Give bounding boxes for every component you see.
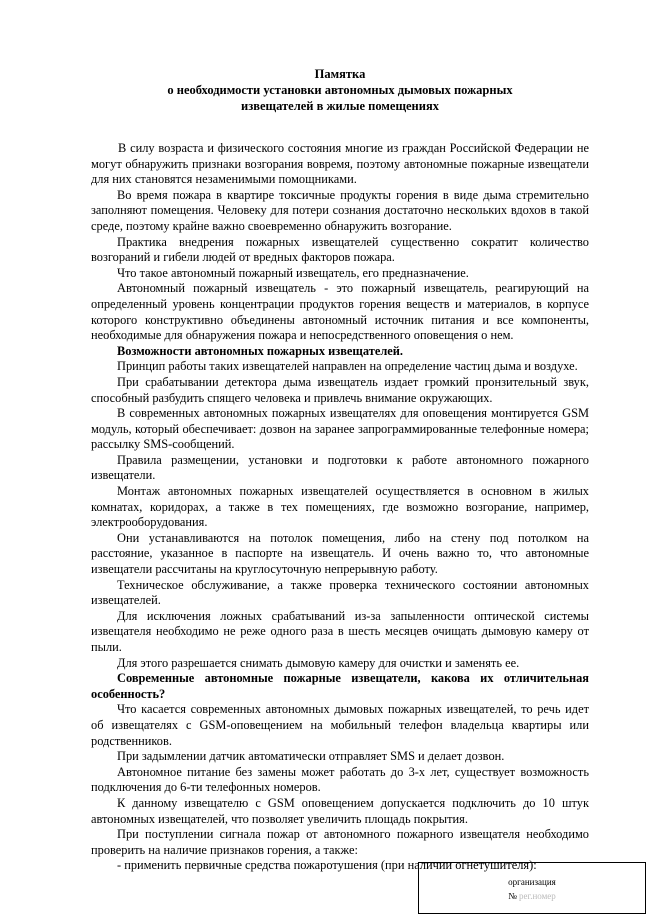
- body-paragraph: При поступлении сигнала пожар от автономного пожарного извещателя необходимо проверить на наличие признаков горения, а также:: [91, 827, 589, 857]
- registration-number-placeholder: рег.номер: [519, 891, 556, 901]
- stamp-organization-label: организация: [508, 877, 556, 887]
- body-paragraph: Они устанавливаются на потолок помещения, либо на стену под потолком на расстояние, указанное в паспорте на извещатель. И очень важно то, что автономные извещатели рассчитаны на круглосуточную непрерывную работу.: [91, 530, 589, 577]
- body-paragraph: Для исключения ложных срабатываний из-за запыленности оптической системы извещателя необходимо не реже одного раза в шесть месяцев очищать дымовую камеру от пыли.: [91, 608, 589, 654]
- section-heading: Современные автономные пожарные извещатели, какова их отличительная особенность?: [91, 671, 589, 701]
- body-paragraph: Принцип работы таких извещателей направлен на определение частиц дыма и воздухе.: [117, 359, 578, 374]
- body-paragraph: В современных автономных пожарных извещателях для оповещения монтируется GSM модуль, который обеспечивает: дозвон на заранее запрограммированные телефонные номера; рассылку SMS-сообщений.: [91, 406, 589, 452]
- body-paragraph: В силу возраста и физического состояния многие из граждан Российской Федерации не могут обнаружить признаки возгорания вовремя, поэтому автономные пожарные извещатели для них становятся незаменимыми помощниками.: [91, 141, 589, 187]
- body-paragraph: Что касается современных автономных дымовых пожарных извещателей, то речь идет об извещателях с GSM-оповещением на мобильный телефон владельца квартиры или родственников.: [91, 702, 589, 748]
- body-paragraph: Автономный пожарный извещатель - это пожарный извещатель, реагирующий на определенный уровень концентрации продуктов горения веществ и материалов, в корпусе которого конструктивно объединены автономный источник питания и все компоненты, необходимые для обнаружения пожара и непосредственного оповещения о нем.: [91, 281, 589, 343]
- body-paragraph: Во время пожара в квартире токсичные продукты горения в виде дыма стремительно заполняют помещения. Человеку для потери сознания достаточно нескольких вдохов в такой среде, поэтому крайне важно своевременно обнаружить возгорание.: [91, 187, 589, 233]
- title-line: о необходимости установки автономных дымовых пожарных: [167, 83, 513, 97]
- body-paragraph: - применить первичные средства пожаротушения (при наличии огнетушителя):: [117, 858, 537, 873]
- section-heading: Возможности автономных пожарных извещателей.: [117, 343, 404, 358]
- body-paragraph: Что такое автономный пожарный извещатель, его предназначение.: [117, 265, 469, 280]
- body-paragraph: Правила размещении, установки и подготовки к работе автономного пожарного извещатели.: [91, 452, 589, 483]
- body-paragraph: К данному извещателю с GSM оповещением допускается подключить до 10 штук автономных извещателей, что позволяет увеличить площадь покрытия.: [91, 795, 589, 826]
- body-paragraph: Техническое обслуживание, а также проверка технического состоянии автономных извещателей.: [91, 577, 589, 608]
- registration-stamp: [418, 862, 646, 914]
- title-line: извещателей в жилые помещениях: [241, 99, 439, 113]
- number-sign: №: [508, 891, 517, 901]
- body-paragraph: Для этого разрешается снимать дымовую камеру для очистки и заменять ее.: [117, 655, 520, 670]
- body-paragraph: Практика внедрения пожарных извещателей существенно сократит количество возгораний и гибели людей от вредных факторов пожара.: [91, 234, 589, 265]
- body-paragraph: Автономное питание без замены может работать до 3-х лет, существует возможность подключения до 6-ти телефонных номеров.: [91, 764, 589, 795]
- title-line: Памятка: [314, 67, 366, 81]
- body-paragraph: Монтаж автономных пожарных извещателей осуществляется в основном в жилых комнатах, коридорах, а также в тех помещениях, где возможно возгорание, например, электрооборудования.: [91, 484, 589, 530]
- document-title: [90, 66, 590, 114]
- document-body: [91, 141, 589, 874]
- body-paragraph: При задымлении датчик автоматически отправляет SMS и делает дозвон.: [117, 749, 505, 764]
- body-paragraph: При срабатывании детектора дыма извещатель издает громкий пронзительный звук, способный разбудить спящего человека и привлечь внимание окружающих.: [91, 374, 589, 405]
- stamp-number-line: [419, 891, 645, 901]
